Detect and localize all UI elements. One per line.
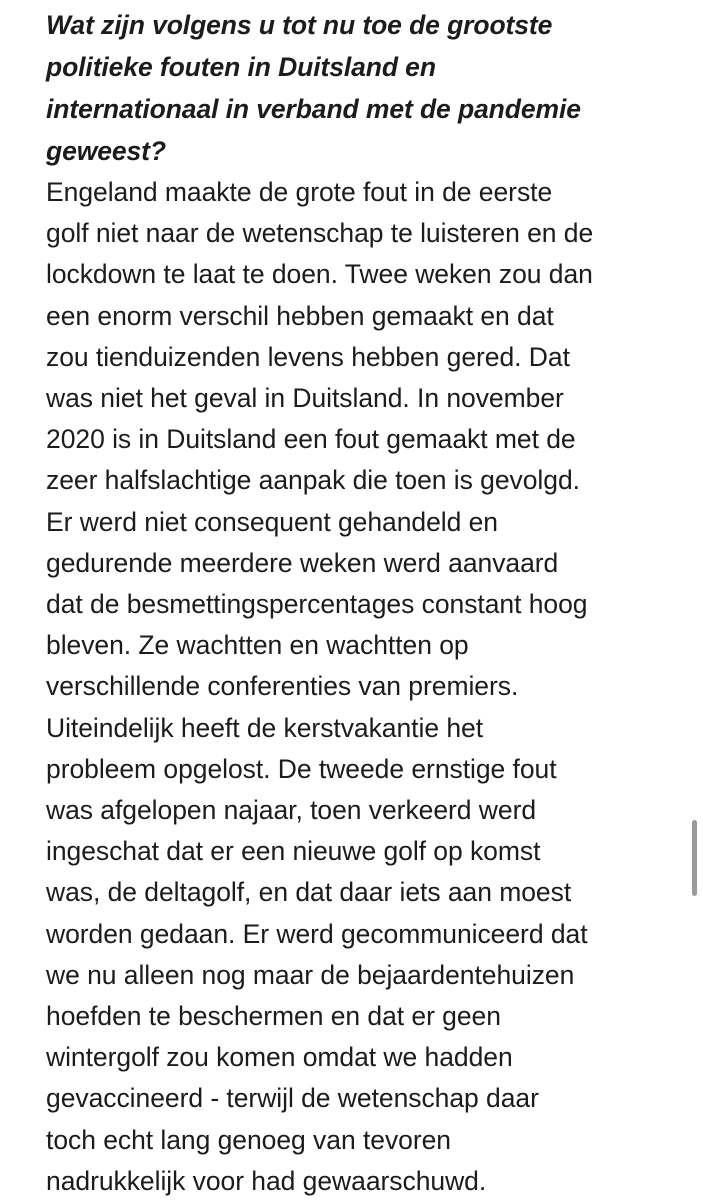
answer-line: Er werd niet consequent gehandeld en [46,506,498,537]
answer-line: golf niet naar de wetenschap te luisteren en de [46,218,594,249]
question-line: geweest? [46,136,166,166]
answer-line: zeer halfslachtige aanpak die toen is gevolgd. [46,465,580,496]
answer-line: Uiteindelijk heeft de kerstvakantie het [46,712,484,743]
question-heading [46,4,686,172]
answer-paragraph [46,172,686,1202]
answer-line: wintergolf zou komen omdat we hadden [46,1042,513,1073]
answer-line: toch echt lang genoeg van tevoren [46,1124,451,1155]
article [46,4,686,1202]
question-line: Wat zijn volgens u tot nu toe de grootste [46,10,553,40]
answer-line: we nu alleen nog maar de bejaardentehuizen [46,959,575,990]
answer-line: 2020 is in Duitsland een fout gemaakt met de [46,424,576,455]
answer-line: nadrukkelijk voor had gewaarschuwd. [46,1165,487,1196]
answer-line: was afgelopen najaar, toen verkeerd werd [46,795,537,826]
question-line: internationaal in verband met de pandemie [46,94,581,124]
question-line: politieke fouten in Duitsland en [46,52,436,82]
answer-line: Engeland maakte de grote fout in de eerste [46,177,553,207]
answer-line: ingeschat dat er een nieuwe golf op komst [46,836,541,867]
answer-line: gevaccineerd - terwijl de wetenschap daar [46,1083,539,1114]
answer-line: een enorm verschil hebben gemaakt en dat [46,300,554,331]
scroll-indicator[interactable] [692,820,697,896]
answer-line: gedurende meerdere weken werd aanvaard [46,547,559,578]
answer-line: probleem opgelost. De tweede ernstige fout [46,753,557,784]
answer-line: was niet het geval in Duitsland. In november [46,383,564,414]
answer-line: bleven. Ze wachtten en wachtten op [46,630,469,661]
answer-line: worden gedaan. Er werd gecommuniceerd dat [46,918,588,949]
answer-line: lockdown te laat te doen. Twee weken zou dan [46,259,593,290]
answer-line: zou tienduizenden levens hebben gered. Dat [46,341,570,372]
answer-line: verschillende conferenties van premiers. [46,671,519,702]
answer-line: hoefden te beschermen en dat er geen [46,1001,501,1032]
answer-line: dat de besmettingspercentages constant hoog [46,589,588,620]
answer-line: was, de deltagolf, en dat daar iets aan moest [46,877,572,908]
